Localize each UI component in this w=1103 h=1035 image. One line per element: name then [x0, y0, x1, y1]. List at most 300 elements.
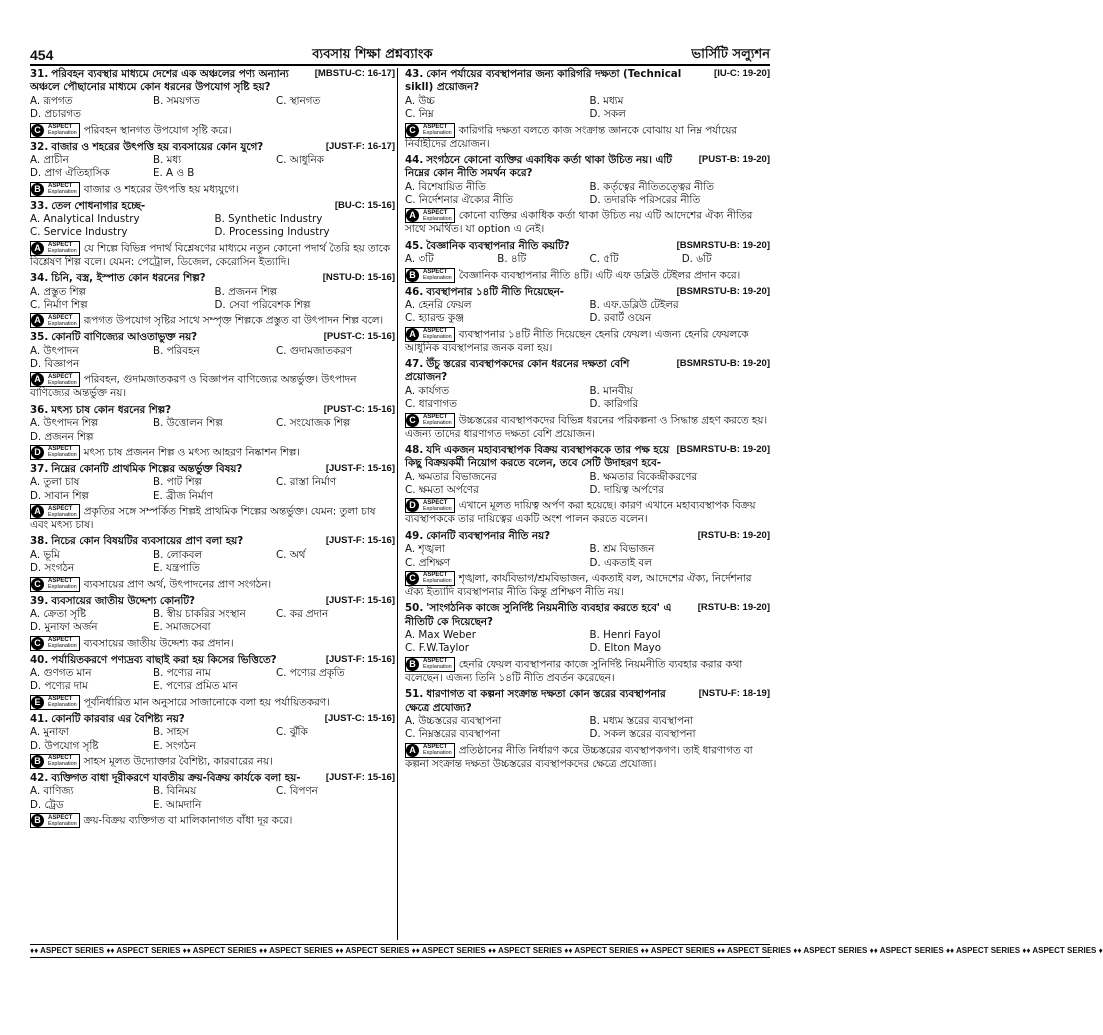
badge-label	[46, 373, 79, 386]
question-text	[405, 602, 770, 629]
question-stem: কোন পর্যায়ের ব্যবস্থাপনার জন্য কারিগরি দক্ষতা (Technical sikll) প্রয়োজন?	[405, 68, 682, 94]
badge-label-line: Explanation	[423, 334, 452, 341]
question-item	[405, 688, 770, 771]
question-item	[30, 272, 395, 328]
answer-explanation	[30, 313, 395, 328]
question-text	[405, 68, 770, 95]
explanation-text: ব্যবসায়ের জাতীয় উদ্দেশ্য কর প্রদান।	[83, 637, 234, 650]
option-item: B. এফ.ডব্লিউ টেইলর	[589, 298, 679, 311]
options-grid	[30, 726, 395, 753]
question-source: [BU-C: 15-16]	[334, 199, 395, 211]
badge-label-line: Explanation	[423, 275, 452, 281]
question-source: [JUST-C: 15-16]	[324, 712, 395, 724]
option-item: B. পাট শিল্প	[153, 476, 202, 489]
question-stem: ব্যবসায়ের জাতীয় উদ্দেশ্য কোনটি?	[51, 594, 195, 607]
option-item: D. কারিগরি	[589, 398, 639, 411]
question-stem: ধারণাগত বা কল্পনা সংক্রান্ত দক্ষতা কোন স্তরের ব্যবস্থাপনার ক্ষেত্রে প্রযোজ্য?	[405, 688, 666, 714]
question-text	[30, 272, 395, 285]
option-item: A. উচ্চ	[405, 94, 435, 107]
question-item	[405, 602, 770, 685]
answer-explanation	[405, 571, 770, 599]
badge-label-line: Explanation	[48, 130, 77, 136]
question-text	[405, 688, 770, 715]
question-text	[405, 240, 770, 253]
badge-label	[421, 572, 454, 585]
option-item: D. প্রাগ ঐতিহাসিক	[30, 167, 110, 180]
badge-label	[421, 658, 454, 671]
option-item: A. Max Weber	[405, 629, 476, 641]
option-item: D. মুনাফা অর্জন	[30, 621, 98, 634]
options-grid	[30, 417, 395, 444]
answer-explanation	[405, 498, 770, 526]
badge-label	[421, 414, 454, 427]
badge-label-line: Explanation	[423, 420, 452, 426]
option-item: D. প্রজনন শিল্প	[30, 430, 94, 443]
badge-label-line: ASPECT	[48, 314, 73, 321]
badge-label-line: Explanation	[48, 820, 77, 827]
explanation-text: বৈজ্ঞানিক ব্যবস্থাপনার নীতি ৪টি। এটি এফ ডব্লিউ টেইলর প্রদান করে।	[458, 269, 741, 281]
badge-label-line: ASPECT	[48, 637, 73, 644]
badge-label-line: Explanation	[48, 643, 77, 650]
option-item: A. ভূমি	[30, 548, 60, 561]
options-grid	[30, 667, 395, 694]
options-grid	[405, 471, 770, 498]
option-item: A. তুলা চাষ	[30, 476, 80, 489]
question-stem: তেল শোধনাগার হচ্ছে-	[51, 199, 146, 212]
option-item: B. সাহস	[153, 726, 189, 739]
page-number: 454	[30, 46, 54, 63]
badge-label	[421, 499, 454, 512]
question-number: 38.	[30, 535, 49, 548]
badge-label-line: ASPECT	[48, 242, 73, 249]
explanation-text: শৃঙ্খলা, কার্যবিভাগ/শ্রমবিভাজন, একতাই বল, আদেশের ঐক্য, নির্দেশনার ঐক্য ইত্যাদি ব্যবস্থাপনার নীতি কিন্তু প্রশিক্ষণ নীতি নয়।	[405, 572, 752, 598]
answer-explanation	[30, 754, 395, 769]
book-title: ব্যবসায় শিক্ষা প্রশ্নব্যাংক	[312, 47, 433, 63]
question-text	[30, 535, 395, 548]
answer-letter: A	[31, 505, 44, 518]
question-stem: মৎস্য চাষ কোন ধরনের শিল্প?	[51, 403, 172, 416]
question-item	[405, 530, 770, 600]
option-item: A. রূপগত	[30, 94, 73, 107]
answer-letter: C	[31, 637, 44, 650]
option-item: C. ঝুঁকি	[276, 726, 308, 739]
badge-label	[46, 242, 79, 255]
answer-explanation	[405, 657, 770, 685]
explanation-text: কোনো ব্যক্তির একাধিক কর্তা থাকা উচিত নয় এটি আদেশের ঐক্য নীতির সাথে সমর্থিত। যা option এ নেই।	[405, 209, 753, 236]
badge-label-line: ASPECT	[48, 124, 73, 130]
explanation-text: ক্রয়-বিক্রয় ব্যক্তিগত বা মালিকানাগত বাঁধা দূর করে।	[83, 814, 293, 827]
question-source: [JUST-F: 15-16]	[325, 594, 395, 606]
option-item: D. ট্রেড	[30, 798, 64, 811]
aspect-explanation-badge	[30, 695, 80, 710]
option-item: C. স্থানগত	[276, 94, 321, 107]
option-item: D. সংগঠন	[30, 562, 75, 575]
question-stem: কোনটি বাণিজ্যের আওতাভুক্ত নয়?	[51, 331, 198, 344]
aspect-explanation-badge	[405, 208, 455, 223]
option-item: A. শৃঙ্খলা	[405, 543, 445, 556]
answer-letter: D	[406, 499, 419, 512]
question-source: [BSMRSTU-B: 19-20]	[676, 239, 770, 251]
explanation-text: প্রকৃতির সঙ্গে সম্পর্কিত শিল্পই প্রাথমিক শিল্পের অন্তর্ভুক্ত। যেমন: তুলা চাষ এবং মৎস্য চাষ।	[30, 505, 376, 531]
badge-label	[46, 314, 79, 327]
option-item: C. রাস্তা নির্মাণ	[276, 476, 337, 489]
question-stem: বৈজ্ঞানিক ব্যবস্থাপনার নীতি কয়টি?	[426, 239, 570, 252]
question-item	[405, 286, 770, 356]
option-item: C. পণ্যের প্রকৃতি	[276, 667, 345, 679]
option-item: E. সমাজসেবা	[153, 621, 211, 634]
badge-label	[421, 124, 454, 137]
question-stem: ব্যক্তিগত বাধা দূরীকরণে যাবতীয় ক্রয়-বিক্রয় কার্যকে বলা হয়-	[51, 771, 301, 784]
badge-label	[46, 696, 79, 709]
option-item: B. লোকবল	[153, 548, 203, 561]
option-item: D. একতাই বল	[589, 556, 652, 569]
question-text	[405, 286, 770, 299]
question-stem: চিনি, বস্ত্র, ইস্পাত কোন ধরনের শিল্প?	[51, 272, 206, 285]
badge-label-line: ASPECT	[423, 658, 448, 665]
answer-letter: A	[31, 314, 44, 327]
option-item: B. মধ্য	[153, 153, 182, 166]
answer-letter: C	[31, 124, 44, 137]
answer-explanation	[30, 372, 395, 400]
option-item: C. সংযোজক শিল্প	[276, 417, 351, 430]
options-grid	[405, 629, 770, 656]
options-grid	[30, 95, 395, 122]
option-item: E. সংগঠন	[153, 739, 196, 752]
option-item: B. কর্তৃত্বের নীতিতত্ত্বের নীতি	[589, 180, 714, 193]
option-item: A. উৎপাদন	[30, 344, 79, 357]
options-grid	[30, 154, 395, 181]
question-stem: পরিবহন ব্যবস্থার মাধ্যমে দেশের এক অঞ্চলের পণ্য অন্যান্য অঞ্চলে পৌছানোর মাধ্যমে কোন ধরনের উপযোগ সৃষ্টি হয়?	[30, 68, 289, 94]
aspect-explanation-badge	[405, 743, 455, 758]
question-text	[405, 358, 770, 385]
option-item: D. দায়িত্ব অর্পণের	[589, 484, 664, 496]
badge-label	[46, 446, 79, 459]
option-item: A. Analytical Industry	[30, 213, 140, 225]
question-source: [PUST-B: 19-20]	[698, 153, 770, 165]
explanation-text: বাজার ও শহরের উৎপত্তি হয় মধ্যযুগে।	[83, 183, 239, 196]
aspect-explanation-badge	[405, 268, 455, 283]
question-item	[30, 654, 395, 710]
question-stem: কোনটি কারবার এর বৈশিষ্ট্য নয়?	[51, 712, 185, 725]
aspect-explanation-badge	[30, 504, 80, 519]
option-item: D. বিজ্ঞাপন	[30, 358, 80, 370]
answer-explanation	[30, 241, 395, 269]
answer-letter: E	[31, 696, 44, 709]
option-item: C. F.W.Taylor	[405, 642, 469, 655]
question-text	[405, 154, 770, 181]
aspect-explanation-badge	[30, 577, 80, 592]
answer-explanation	[405, 743, 770, 771]
question-number: 46.	[405, 285, 424, 298]
question-stem: যদি একজন মহাব্যবস্থাপক বিক্রয় ব্যবস্থাপককে তার পক্ষ হয়ে কিছু বিক্রয়কর্মী নিয়োগ করতে বলেন, তবে সেটি উদাহরণ হবে-	[405, 443, 670, 470]
answer-explanation	[405, 208, 770, 236]
answer-explanation	[30, 695, 395, 710]
question-item	[30, 331, 395, 401]
badge-label-line: Explanation	[423, 750, 452, 757]
option-item: C. নিম্নস্তরের ব্যবস্থাপনা	[405, 728, 501, 741]
badge-label-line: Explanation	[48, 761, 77, 768]
question-text	[30, 595, 395, 608]
badge-label-line: ASPECT	[423, 328, 448, 335]
option-item: B. বিনিময়	[153, 785, 197, 798]
option-item: B. স্বীয় চাকরির সংস্থান	[153, 607, 246, 620]
question-source: [PUST-C: 15-16]	[323, 331, 395, 343]
answer-explanation	[30, 182, 395, 197]
option-item: A. উচ্চস্তরের ব্যবস্থাপনা	[405, 714, 502, 727]
option-item: A. বাণিজ্য	[30, 785, 74, 798]
badge-label-line: ASPECT	[48, 446, 73, 453]
question-item	[30, 713, 395, 769]
question-source: [BSMRSTU-B: 19-20]	[676, 358, 770, 369]
answer-letter: A	[406, 209, 419, 222]
question-number: 31.	[30, 68, 49, 80]
question-source: [JUST-F: 15-16]	[325, 653, 395, 665]
option-item: C. ক্ষমতা অর্পণের	[405, 484, 479, 496]
badge-label-line: ASPECT	[423, 572, 448, 579]
question-number: 37.	[30, 462, 49, 475]
question-item	[405, 154, 770, 237]
question-source: [BSMRSTU-B: 19-20]	[676, 443, 770, 455]
aspect-explanation-badge	[405, 498, 455, 513]
question-item	[30, 404, 395, 460]
badge-label	[421, 209, 454, 222]
explanation-text: ব্যবস্থাপনার ১৪টি নীতি দিয়েছেন হেনরি ফেয়ল। এজন্য হেনরি ফেয়লকে আধুনিক ব্যবস্থাপনার জনক বলা হয়।	[405, 328, 749, 354]
question-item	[405, 444, 770, 527]
answer-letter: A	[406, 744, 419, 757]
question-stem: বাজার ও শহরের উৎপত্তি হয় ব্যবসায়ের কোন যুগে?	[51, 140, 264, 153]
question-item	[405, 240, 770, 283]
option-item: E. আমদানি	[153, 798, 202, 811]
question-item	[30, 463, 395, 533]
question-source: [MBSTU-C: 16-17]	[314, 68, 395, 79]
badge-label	[421, 328, 454, 341]
question-text	[30, 772, 395, 785]
badge-label	[46, 755, 79, 768]
question-text	[30, 463, 395, 476]
aspect-explanation-badge	[30, 813, 80, 828]
question-number: 49.	[405, 529, 424, 542]
options-grid	[30, 476, 395, 503]
badge-label-line: Explanation	[48, 379, 77, 386]
question-item	[30, 68, 395, 138]
explanation-text: এখানে মূলত দায়িত্ব অর্পণ করা হয়েছে। কারণ এখানে মহাব্যবস্থাপক বিক্রয় ব্যবস্থাপককে তার দায়িত্বের একটি অংশ পালন করতে বলেন।	[405, 499, 756, 526]
question-stem: কোনটি ব্যবস্থাপনার নীতি নয়?	[426, 529, 551, 542]
options-grid	[30, 286, 395, 313]
option-item: A. ক্রেতা সৃষ্টি	[30, 607, 87, 620]
question-number: 44.	[405, 153, 424, 166]
option-item: A. উৎপাদন শিল্প	[30, 417, 99, 430]
question-number: 51.	[405, 688, 424, 701]
question-number: 45.	[405, 239, 424, 252]
question-source: [NSTU-F: 18-19]	[698, 688, 770, 700]
question-item	[30, 200, 395, 270]
explanation-text: পরিবহন স্থানগত উপযোগ সৃষ্টি করে।	[83, 124, 232, 136]
aspect-explanation-badge	[30, 313, 80, 328]
explanation-text: সাহস মূলত উদ্যোক্তার বৈশিষ্ট্য, কারবারের নয়।	[83, 755, 273, 768]
question-stem: পর্যায়িতকরণে পণ্যদ্রব্য বাছাই করা হয় কিসের ভিত্তিতে?	[51, 653, 277, 666]
badge-label-line: Explanation	[48, 702, 77, 709]
badge-label	[46, 578, 79, 591]
aspect-explanation-badge	[405, 327, 455, 342]
option-item: D. তদারকি পরিসরের নীতি	[589, 194, 701, 206]
aspect-explanation-badge	[405, 571, 455, 586]
question-item	[405, 358, 770, 441]
option-item: D. সেবা পরিবেশক শিল্প	[214, 298, 311, 311]
aspect-explanation-badge	[30, 241, 80, 256]
aspect-explanation-badge	[30, 123, 80, 138]
explanation-text: উচ্চস্তরের ব্যবস্থাপকদের বিভিন্ন ধরনের পরিকল্পনা ও সিদ্ধান্ত গ্রহণ করতে হয়। এজন্য তাদের ধারণাগত দক্ষতা বেশি প্রয়োজন।	[405, 414, 768, 440]
badge-label-line: ASPECT	[48, 578, 73, 584]
question-text	[30, 331, 395, 344]
option-item: A. হেনরি ফেয়ল	[405, 298, 472, 311]
right-column	[405, 68, 770, 774]
question-item	[30, 535, 395, 591]
answer-letter: A	[31, 242, 44, 255]
option-item: D. সকল	[589, 108, 626, 121]
answer-letter: A	[31, 373, 44, 386]
aspect-explanation-badge	[30, 636, 80, 651]
option-item: B. উত্তোলন শিল্প	[153, 417, 223, 430]
answer-letter: C	[406, 414, 419, 427]
options-grid	[405, 715, 770, 742]
explanation-text: ব্যবসায়ের প্রাণ অর্থ, উৎপাদনের প্রাণ সংগঠন।	[83, 578, 272, 590]
explanation-text: রূপগত উপযোগ সৃষ্টির সাথে সম্পৃক্ত শিল্পকে প্রস্তুত বা উৎপাদন শিল্প বলে।	[83, 314, 384, 327]
options-grid	[30, 785, 395, 812]
options-grid	[405, 543, 770, 570]
badge-label	[46, 637, 79, 650]
question-source: [NSTU-D: 15-16]	[322, 272, 395, 284]
explanation-text: মৎস্য চাষ প্রজনন শিল্প ও মৎস্য আহরণ নিষ্কাশন শিল্প।	[83, 446, 300, 459]
badge-label-line: Explanation	[48, 511, 77, 518]
badge-label-line: Explanation	[423, 664, 452, 671]
option-item: B. Synthetic Industry	[214, 213, 323, 225]
question-source: [RSTU-B: 19-20]	[697, 602, 770, 614]
column-divider	[397, 68, 398, 940]
badge-label-line: Explanation	[423, 215, 452, 222]
question-number: 36.	[30, 403, 49, 416]
options-grid	[30, 608, 395, 635]
option-item: C. নির্মাণ শিল্প	[30, 298, 88, 311]
question-text	[30, 713, 395, 726]
answer-explanation	[405, 123, 770, 151]
option-item: B. প্রজনন শিল্প	[214, 285, 277, 298]
aspect-explanation-badge	[405, 657, 455, 672]
option-item: C. নিম্ন	[405, 108, 434, 121]
option-item: D. Processing Industry	[214, 226, 330, 239]
question-source: [JUST-F: 15-16]	[325, 462, 395, 474]
badge-label-line: ASPECT	[48, 373, 73, 380]
option-item: C. হ্যারল্ড কুঞ্জ	[405, 312, 464, 325]
option-item: E. A ও B	[153, 167, 195, 180]
series-footer: ♦♦ ASPECT SERIES ♦♦ ASPECT SERIES ♦♦ ASPECT SERIES ♦♦ ASPECT SERIES ♦♦ ASPECT SERIES ♦♦ ASPECT SERIES ♦♦ ASPECT SERIES ♦♦ ASPECT SERIES ♦♦ ASPECT SERIES ♦♦ ASPECT SERIES ♦♦ ASPECT SERIES ♦♦ ASPECT SERIES ♦♦ ASPECT SERIES ♦♦ ASPECT SERIES ♦	[30, 944, 770, 958]
badge-label-line: Explanation	[48, 452, 77, 459]
option-item: B. মধ্যম স্তরের ব্যবস্থাপনা	[589, 714, 694, 727]
option-item: C. গুদামজাতকরণ	[276, 344, 352, 357]
aspect-explanation-badge	[30, 182, 80, 197]
option-item: D. পণ্যের দাম	[30, 680, 88, 693]
options-grid	[30, 213, 395, 240]
option-item: B. Henri Fayol	[589, 629, 661, 641]
option-item: A. ৩টি	[405, 253, 434, 266]
options-grid	[30, 549, 395, 576]
answer-explanation	[30, 636, 395, 651]
explanation-text: যে শিল্পে বিভিন্ন পদার্থ বিশ্লেষণের মাধ্যমে নতুন কোনো পদার্থ তৈরি হয় তাকে বিশ্লেষণ শিল্প বলে। যেমন: পেট্রোল, ডিজেল, কেরোসিন ইত্যাদি।	[30, 242, 390, 268]
option-item: C. অর্থ	[276, 548, 306, 561]
option-item: A. প্রস্তুত শিল্প	[30, 285, 86, 298]
answer-explanation	[405, 413, 770, 441]
question-number: 47.	[405, 358, 424, 370]
answer-letter: B	[31, 755, 44, 768]
option-item: E. ব্রীজ নির্মাণ	[153, 489, 213, 502]
question-source: [RSTU-B: 19-20]	[697, 529, 770, 541]
answer-letter: B	[406, 658, 419, 671]
answer-letter: B	[406, 269, 419, 282]
option-item: D. প্রচারগত	[30, 108, 81, 121]
option-item: A. বিশেষায়িত নীতি	[405, 180, 486, 193]
question-number: 42.	[30, 771, 49, 784]
option-item: B. পরিবহন	[153, 344, 200, 357]
option-item: B. মধ্যম	[589, 94, 624, 107]
answer-letter: C	[406, 572, 419, 585]
badge-label-line: ASPECT	[48, 183, 73, 190]
option-item: A. ক্ষমতার বিভাজনের	[405, 470, 497, 483]
explanation-text: পরিবহন, গুদামজাতকরণ ও বিজ্ঞাপন বাণিজ্যের অন্তর্ভুক্ত। উৎপাদন বাণিজ্যের অন্তর্ভুক্ত নয়।	[30, 373, 357, 400]
options-grid	[30, 345, 395, 372]
question-number: 43.	[405, 68, 424, 80]
question-number: 35.	[30, 331, 49, 344]
badge-label-line: ASPECT	[48, 755, 73, 762]
question-item	[405, 68, 770, 151]
answer-letter: B	[31, 814, 44, 827]
question-number: 48.	[405, 443, 424, 456]
badge-label-line: Explanation	[48, 584, 77, 590]
question-number: 32.	[30, 140, 49, 153]
aspect-explanation-badge	[30, 445, 80, 460]
question-source: [IU-C: 19-20]	[714, 68, 770, 79]
option-item: D. ৬টি	[681, 253, 712, 266]
option-item: A. মুনাফা	[30, 726, 69, 739]
badge-label-line: ASPECT	[423, 744, 448, 751]
options-grid	[405, 253, 770, 266]
option-item: C. Service Industry	[30, 226, 128, 239]
publisher-name: ভার্সিটি সল্যুশন	[691, 47, 770, 63]
option-item: B. মানবীয়	[589, 384, 633, 397]
answer-letter: C	[406, 124, 419, 137]
option-item: D. সাবান শিল্প	[30, 489, 89, 502]
badge-label	[46, 505, 79, 518]
question-text	[30, 200, 395, 213]
aspect-explanation-badge	[30, 372, 80, 387]
option-item: D. উপযোগ সৃষ্টি	[30, 739, 99, 752]
question-stem: 'সাংগঠনিক কাজে সুনির্দিষ্ট নিয়মনীতি ব্যবহার করতে হবে' এ নীতিটি কে দিয়েছেন?	[405, 602, 672, 628]
option-item: A. প্রাচীন	[30, 153, 69, 166]
badge-label-line: ASPECT	[423, 124, 448, 130]
answer-letter: B	[31, 183, 44, 196]
question-text	[30, 404, 395, 417]
question-text	[405, 530, 770, 543]
option-item: E. পণ্যের প্রমিত মান	[153, 680, 238, 693]
question-source: [JUST-F: 15-16]	[325, 535, 395, 547]
option-item: B. ক্ষমতার বিকেন্দ্রীকরণের	[589, 470, 698, 483]
option-item: A. কার্যগত	[405, 384, 450, 397]
badge-label-line: Explanation	[48, 320, 77, 327]
question-source: [BSMRSTU-B: 19-20]	[676, 285, 770, 297]
badge-label-line: ASPECT	[48, 814, 73, 821]
option-item: C. আধুনিক	[276, 153, 324, 166]
badge-label	[46, 183, 79, 196]
question-source: [JUST-F: 16-17]	[325, 140, 395, 152]
option-item: B. সময়গত	[153, 94, 200, 107]
